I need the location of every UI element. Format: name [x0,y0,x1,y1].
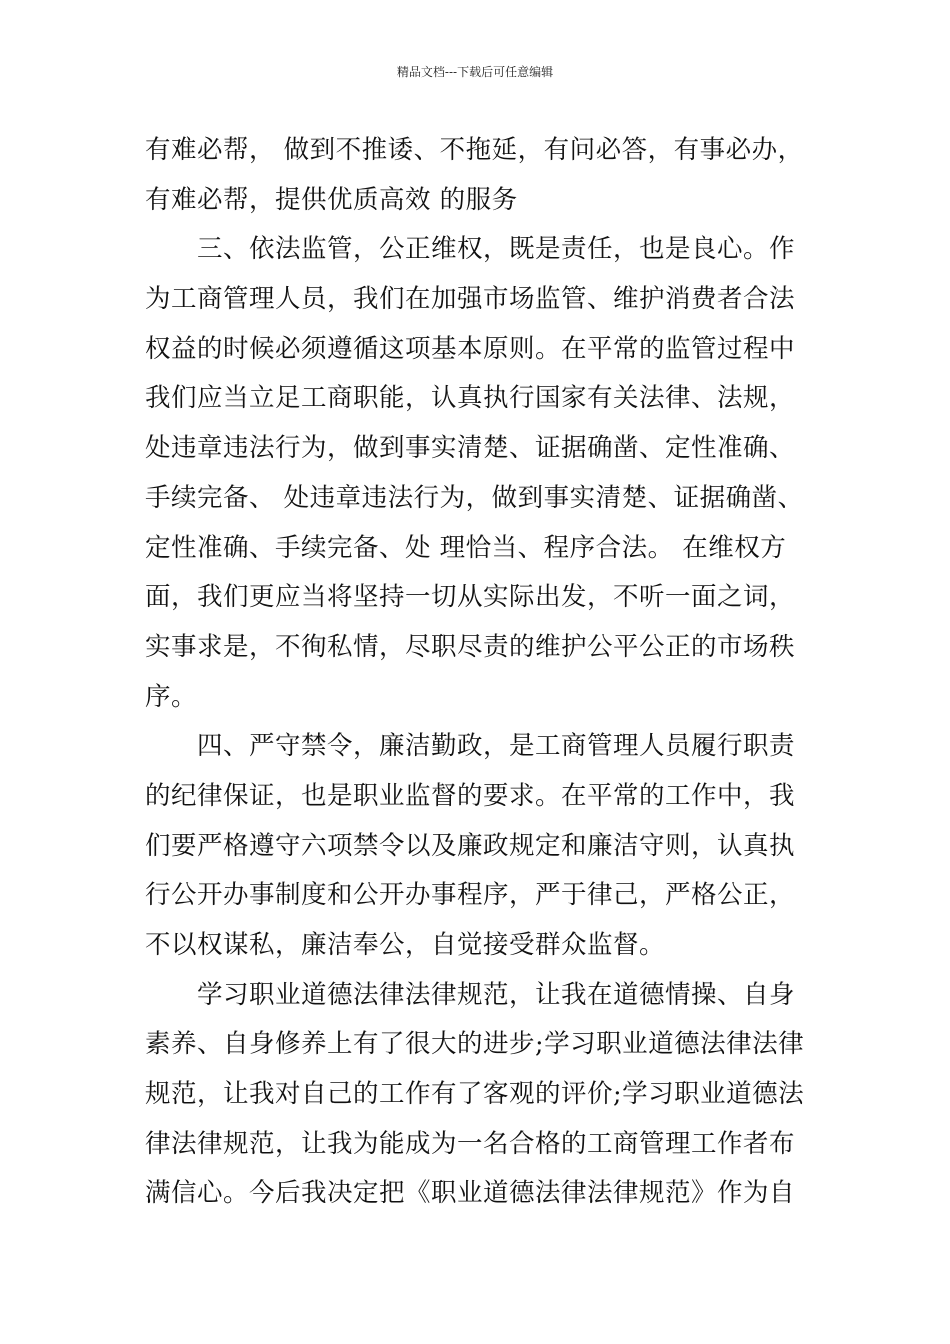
text-line: 处违章违法行为，做到事实清楚、证据确凿、定性准确、 [145,433,796,464]
text-line: 面，我们更应当将坚持一切从实际出发，不听一面之词， [145,582,796,613]
text-line: 手续完备、 处违章违法行为，做到事实清楚、证据确凿、 [145,482,804,513]
text-line: 为工商管理人员，我们在加强市场监管、维护消费者合法 [145,284,796,315]
text-line: 满信心。今后我决定把《职业道德法律法律规范》作为自 [145,1178,796,1209]
text-line: 素养、自身修养上有了很大的进步;学习职业道德法律法律 [145,1029,805,1060]
text-line: 有难必帮，提供优质高效 的服务 [145,184,518,215]
text-line: 行公开办事制度和公开办事程序，严于律己，严格公正， [145,880,796,911]
text-line: 我们应当立足工商职能，认真执行国家有关法律、法规， [145,383,796,414]
text-line: 有难必帮， 做到不推诿、不拖延，有问必答，有事必办， [145,135,804,165]
text-line: 们要严格遵守六项禁令以及廉政规定和廉洁守则，认真执 [145,830,796,861]
text-line: 三、依法监管，公正维权，既是责任，也是良心。作 [145,234,796,265]
text-line: 不以权谋私，廉洁奉公，自觉接受群众监督。 [145,930,666,960]
text-line: 四、严守禁令，廉洁勤政，是工商管理人员履行职责 [145,731,796,762]
text-line: 的纪律保证，也是职业监督的要求。在平常的工作中，我 [145,780,796,811]
document-body [145,126,815,1219]
text-line: 实事求是，不徇私情，尽职尽责的维护公平公正的市场秩 [145,631,796,662]
page-header: 精品文档---下载后可任意编辑 [396,65,554,79]
text-line: 定性准确、手续完备、处 理恰当、程序合法。 在维权方 [145,532,787,563]
text-line: 权益的时候必须遵循这项基本原则。在平常的监管过程中 [145,333,796,364]
text-line: 序。 [145,681,198,712]
text-line: 规范，让我对自己的工作有了客观的评价;学习职业道德法 [145,1079,805,1110]
text-line: 学习职业道德法律法律规范，让我在道德情操、自身 [145,979,796,1010]
text-line: 律法律规范，让我为能成为一名合格的工商管理工作者布 [145,1128,796,1159]
